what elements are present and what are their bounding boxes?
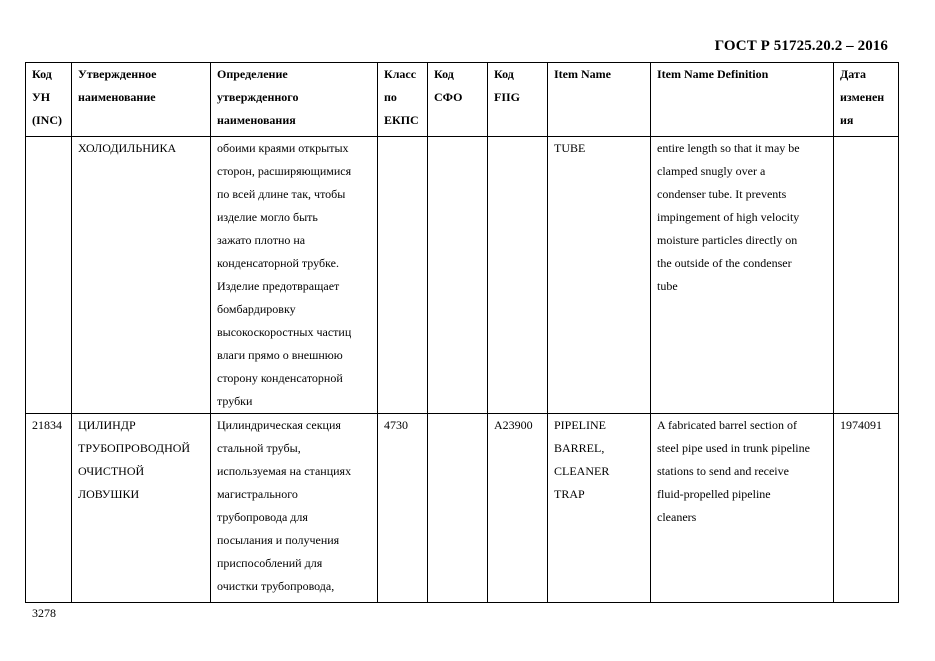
cell-text: BARREL,	[554, 441, 605, 455]
cell-text: the outside of the condenser	[657, 256, 792, 270]
approved-name-header	[72, 63, 211, 137]
header-text: утвержденного	[217, 90, 299, 104]
cell-text: трубопровода для	[217, 510, 308, 524]
change-date-header	[834, 63, 899, 137]
cell-text: tube	[657, 279, 678, 293]
ekps-class-header	[378, 63, 428, 137]
cell-text: ЦИЛИНДР	[78, 418, 136, 432]
cell-text: Цилиндрическая секция	[217, 418, 341, 432]
item-name-header	[548, 63, 651, 137]
change-date-cell	[834, 414, 899, 603]
cell-text: посылания и получения	[217, 533, 340, 547]
header-text: Item Name Definition	[657, 67, 769, 81]
item-name-cell	[548, 137, 651, 414]
cell-text: entire length so that it may be	[657, 141, 800, 155]
sfo-code-header	[428, 63, 488, 137]
header-text: УН	[32, 90, 51, 104]
header-text: Код	[494, 67, 514, 81]
change-date-cell	[834, 137, 899, 414]
definition-header	[211, 63, 378, 137]
cell-text: приспособлений для	[217, 556, 323, 570]
cell-text: A fabricated barrel section of	[657, 418, 797, 432]
cell-text: используемая на станциях	[217, 464, 352, 478]
header-text: изменен	[840, 90, 885, 104]
document-standard-title: ГОСТ Р 51725.20.2 – 2016	[714, 38, 888, 54]
header-text: Утвержденное	[78, 67, 157, 81]
approved-name-cell	[72, 137, 211, 414]
inc-cell	[26, 137, 72, 414]
cell-text: 1974091	[840, 418, 882, 432]
cell-text: трубки	[217, 394, 253, 408]
sfo-code-cell	[428, 414, 488, 603]
header-text: FIIG	[494, 90, 521, 104]
item-definition-header	[651, 63, 834, 137]
cell-text: TUBE	[554, 141, 586, 155]
cell-text: сторон, расширяющимися	[217, 164, 352, 178]
cell-text: конденсаторной трубке.	[217, 256, 339, 270]
cell-text: 21834	[32, 418, 62, 432]
cell-text: сторону конденсаторной	[217, 371, 343, 385]
cell-text: высокоскоростных частиц	[217, 325, 352, 339]
sfo-code-cell	[428, 137, 488, 414]
cell-text: cleaners	[657, 510, 697, 524]
cell-text: изделие могло быть	[217, 210, 318, 224]
cell-text: очистки трубопровода,	[217, 579, 335, 593]
cell-text: обоими краями открытых	[217, 141, 349, 155]
cell-text: по всей длине так, чтобы	[217, 187, 346, 201]
page-number: 3278	[32, 606, 56, 620]
header-text: Класс	[384, 67, 417, 81]
header-text: по	[384, 90, 397, 104]
ekps-class-cell	[378, 414, 428, 603]
cell-text: ОЧИСТНОЙ	[78, 464, 145, 478]
definition-cell	[211, 414, 378, 603]
header-text: Дата	[840, 67, 866, 81]
approved-name-cell	[72, 414, 211, 603]
cell-text: fluid-propelled pipeline	[657, 487, 771, 501]
cell-text: Изделие предотвращает	[217, 279, 340, 293]
cell-text: impingement of high velocity	[657, 210, 800, 224]
header-text: Код	[434, 67, 454, 81]
cell-text: moisture particles directly on	[657, 233, 798, 247]
item-name-cell	[548, 414, 651, 603]
cell-text: CLEANER	[554, 464, 610, 478]
item-definition-cell	[651, 137, 834, 414]
fiig-code-header	[488, 63, 548, 137]
table-header-row	[26, 63, 899, 137]
header-text: (INC)	[32, 113, 62, 127]
cell-text: PIPELINE	[554, 418, 606, 432]
table-row	[26, 137, 899, 414]
header-text: Item Name	[554, 67, 611, 81]
cell-text: влаги прямо о внешнюю	[217, 348, 343, 362]
table-row	[26, 414, 899, 603]
inc-cell	[26, 414, 72, 603]
cell-text: 4730	[384, 418, 408, 432]
header-text: ия	[840, 113, 854, 127]
cell-text: TRAP	[554, 487, 585, 501]
cell-text: зажато плотно на	[217, 233, 306, 247]
header-text: Определение	[217, 67, 288, 81]
nomenclature-table	[25, 62, 899, 603]
cell-text: clamped snugly over a	[657, 164, 766, 178]
fiig-code-cell	[488, 414, 548, 603]
header-text: наименования	[217, 113, 296, 127]
item-definition-cell	[651, 414, 834, 603]
ekps-class-cell	[378, 137, 428, 414]
cell-text: магистрального	[217, 487, 298, 501]
cell-text: стальной трубы,	[217, 441, 301, 455]
cell-text: бомбардировку	[217, 302, 296, 316]
inc-header	[26, 63, 72, 137]
cell-text: ТРУБОПРОВОДНОЙ	[78, 441, 191, 455]
fiig-code-cell	[488, 137, 548, 414]
header-text: наименование	[78, 90, 156, 104]
cell-text: steel pipe used in trunk pipeline	[657, 441, 810, 455]
cell-text: A23900	[494, 418, 533, 432]
cell-text: stations to send and receive	[657, 464, 789, 478]
cell-text: ХОЛОДИЛЬНИКА	[78, 141, 177, 155]
header-text: Код	[32, 67, 52, 81]
definition-cell	[211, 137, 378, 414]
header-text: ЕКПС	[384, 113, 419, 127]
header-text: СФО	[434, 90, 463, 104]
cell-text: ЛОВУШКИ	[78, 487, 140, 501]
cell-text: condenser tube. It prevents	[657, 187, 787, 201]
